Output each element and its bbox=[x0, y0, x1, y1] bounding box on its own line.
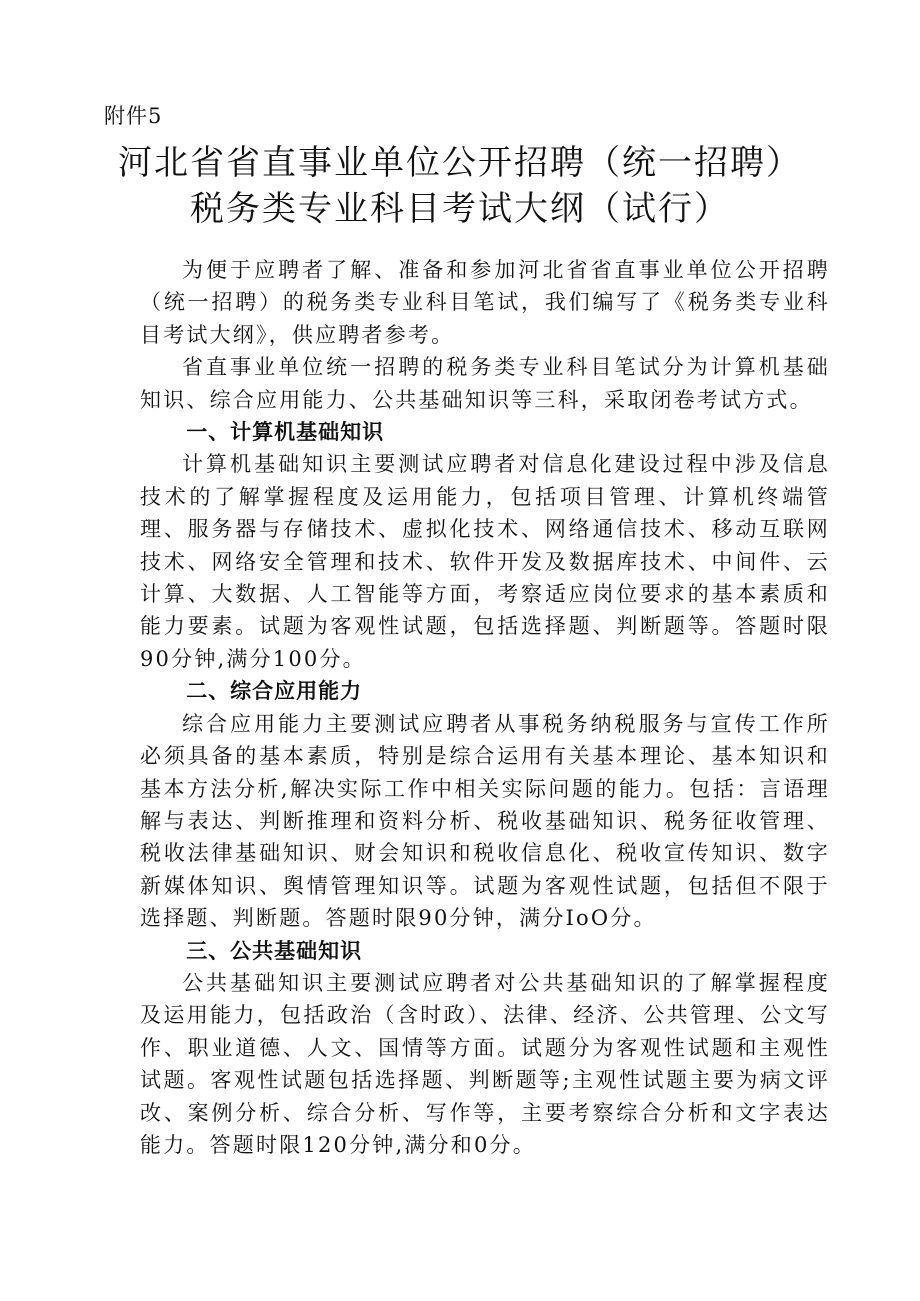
section-body-public: 公共基础知识主要测试应聘者对公共基础知识的了解掌握程度及运用能力，包括政治（含时政）、法律、经济、公共管理、公文写作、职业道德、人文、国情等方面。试题分为客观性试题和主观性试题。客观性试题包括选择题、判断题等;主观性试题主要为病文评改、案例分析、综合分析、写作等，主要考察综合分析和文字表达能力。答题时限120分钟,满分和0分。 bbox=[140, 970, 830, 1157]
document-title-line-1: 河北省省直事业单位公开招聘（统一招聘） bbox=[118, 143, 802, 183]
intro-paragraph-2: 省直事业单位统一招聘的税务类专业科目笔试分为计算机基础知识、综合应用能力、公共基础知识等三科，采取闭卷考试方式。 bbox=[140, 355, 830, 412]
section-heading-computer: 一、计算机基础知识 bbox=[186, 420, 385, 445]
document-title-line-2: 税务类专业科目考试大纲（试行） bbox=[190, 189, 730, 229]
document-body bbox=[140, 254, 830, 1161]
section-heading-comprehensive: 二、综合应用能力 bbox=[186, 679, 363, 704]
attachment-label: 附件5 bbox=[104, 104, 163, 128]
section-body-computer: 计算机基础知识主要测试应聘者对信息化建设过程中涉及信息技术的了解掌握程度及运用能力，包括项目管理、计算机终端管理、服务器与存储技术、虚拟化技术、网络通信技术、移动互联网技术、网络安全管理和技术、软件开发及数据库技术、中间件、云计算、大数据、人工智能等方面，考察适应岗位要求的基本素质和能力要素。试题为客观性试题，包括选择题、判断题等。答题时限90分钟,满分100分。 bbox=[140, 452, 830, 671]
section-body-comprehensive: 综合应用能力主要测试应聘者从事税务纳税服务与宣传工作所必须具备的基本素质，特别是综合运用有关基本理论、基本知识和基本方法分析,解决实际工作中相关实际问题的能力。包括：言语理解与表达、判断推理和资料分析、税收基础知识、税务征收管理、税收法律基础知识、财会知识和税收信息化、税收宣传知识、数字新媒体知识、舆情管理知识等。试题为客观性试题，包括但不限于选择题、判断题。答题时限90分钟，满分IoO分。 bbox=[140, 711, 830, 931]
intro-paragraph-1: 为便于应聘者了解、准备和参加河北省省直事业单位公开招聘（统一招聘）的税务类专业科目笔试，我们编写了《税务类专业科目考试大纲》，供应聘者参考。 bbox=[140, 258, 830, 347]
section-heading-public: 三、公共基础知识 bbox=[186, 938, 363, 963]
